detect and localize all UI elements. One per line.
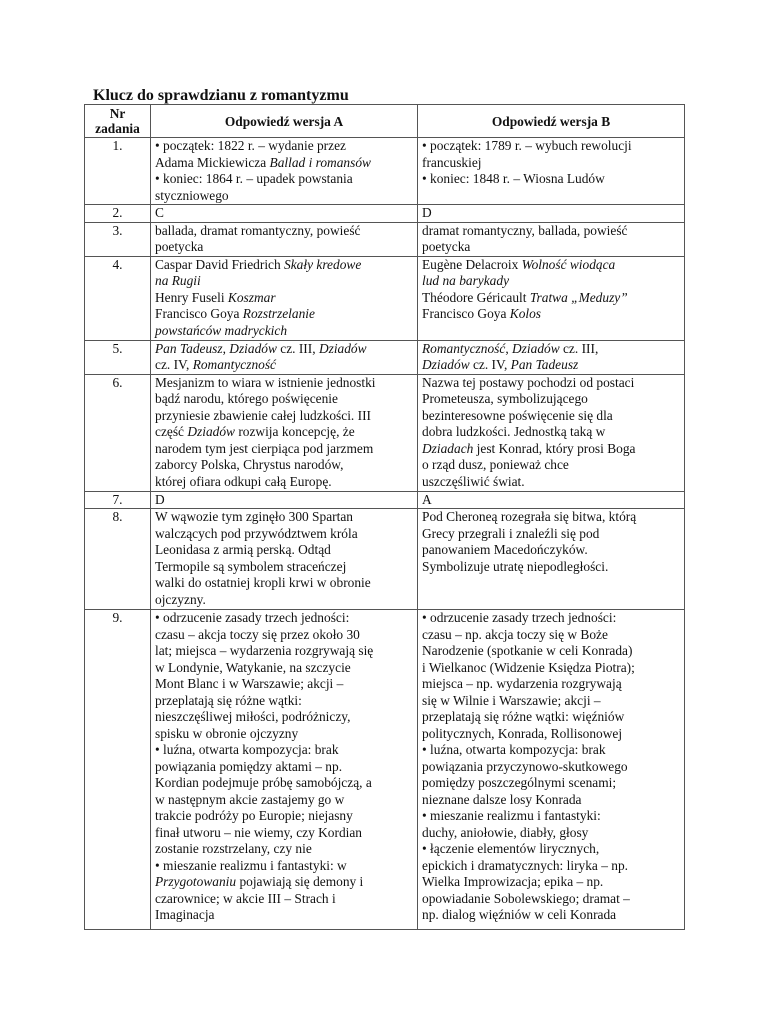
answer-text: cz. IV, <box>469 357 511 372</box>
answer-line <box>155 808 413 825</box>
italic-title-text: Koszmar <box>227 289 276 305</box>
answer-line <box>155 155 413 172</box>
answer-text: , <box>222 340 230 356</box>
answer-text: finał utworu – nie wiemy, czy Kordian <box>155 824 362 840</box>
answer-text: Narodzenie (spotkanie w celi Konrada) <box>422 643 633 658</box>
answer-version-b <box>418 222 685 256</box>
table-row <box>85 340 685 374</box>
answer-text: zostanie rozstrzelany, czy nie <box>155 841 312 856</box>
answer-line <box>422 627 680 644</box>
answer-version-a <box>151 205 418 223</box>
answer-line <box>155 660 413 677</box>
table-row <box>85 138 685 205</box>
answer-text: • luźna, otwarta kompozycja: brak <box>422 742 606 757</box>
answer-line <box>422 474 680 491</box>
answer-text: Mesjanizm to wiara w istnienie jednostki <box>155 374 376 390</box>
answer-line <box>155 610 413 627</box>
page-title: Klucz do sprawdzianu z romantyzmu <box>93 87 349 104</box>
answer-text: uszczęśliwić świat. <box>422 473 525 489</box>
answer-line <box>155 441 413 458</box>
answer-line <box>155 188 413 205</box>
answer-line <box>422 526 680 543</box>
answer-text: narodem tym jest cierpiąca pod jarzmem <box>155 440 374 456</box>
answer-line <box>422 542 680 559</box>
task-number: 4. <box>85 256 151 340</box>
answer-line <box>155 891 413 908</box>
answer-text: przeplatają się różne wątki: <box>155 692 302 708</box>
answer-text: francuskiej <box>422 154 482 170</box>
italic-title-text: Skały kredowe <box>284 256 362 272</box>
answer-version-b <box>418 138 685 205</box>
answer-version-b <box>418 205 685 223</box>
answer-text: w Londynie, Watykanie, na szczycie <box>155 659 351 675</box>
answer-text: • początek: 1789 r. – wybuch rewolucji <box>422 138 632 153</box>
italic-title-text: Ballad i romansów <box>269 154 371 170</box>
answer-version-a <box>151 491 418 509</box>
answer-text: D <box>422 205 432 220</box>
answer-line <box>155 825 413 842</box>
answer-line <box>422 391 680 408</box>
answer-line <box>155 306 413 323</box>
italic-title-text: Dziadach <box>422 440 474 456</box>
answer-line <box>422 257 680 274</box>
answer-line <box>155 205 413 222</box>
answer-text: rozwija koncepcję, że <box>234 424 355 439</box>
answer-line <box>422 205 680 222</box>
italic-title-text: Dziadów <box>318 340 367 356</box>
table-row <box>85 491 685 509</box>
header-nr: Nr zadania <box>85 105 151 138</box>
task-number: 5. <box>85 340 151 374</box>
answer-text: bezinteresowne poświęcenie się dla <box>422 407 613 423</box>
answer-key-table <box>84 104 685 930</box>
answer-line <box>155 171 413 188</box>
answer-text: część <box>155 424 188 439</box>
answer-text: Francisco Goya <box>422 306 510 321</box>
answer-line <box>155 257 413 274</box>
answer-text: Caspar David Friedrich <box>155 256 285 272</box>
answer-text: W wąwozie tym zginęło 300 Spartan <box>155 509 353 524</box>
answer-text: ojczyzny. <box>155 591 206 607</box>
answer-line <box>422 775 680 792</box>
answer-text: spisku w obronie ojczyzny <box>155 725 299 741</box>
answer-text: powiązania pomiędzy aktami – np. <box>155 758 343 774</box>
italic-title-text: Romantyczność <box>192 357 276 372</box>
answer-text: przyniesie zbawienie całej ludzkości. III <box>155 407 372 423</box>
table-row <box>85 374 685 491</box>
answer-line <box>422 357 680 374</box>
answer-line <box>422 408 680 425</box>
answer-line <box>155 223 413 240</box>
italic-title-text: Pan Tadeusz <box>510 357 579 372</box>
answer-line <box>422 874 680 891</box>
answer-text: której ofiara odkupi całą Europę. <box>155 473 332 489</box>
italic-title-text: Tratwa „Meduzy” <box>529 289 628 305</box>
answer-text: Adama Mickiewicza <box>155 154 270 170</box>
answer-text: Symbolizuje utratę niepodległości. <box>422 558 609 574</box>
task-number: 3. <box>85 222 151 256</box>
answer-text: czarownice; w akcie III – Strach i <box>155 890 336 906</box>
answer-text: • łączenie elementów lirycznych, <box>422 841 600 856</box>
answer-line <box>422 290 680 307</box>
answer-line <box>155 357 413 374</box>
answer-line <box>422 171 680 188</box>
answer-text: cz. IV, <box>155 357 193 372</box>
italic-title-text: Dziadów <box>187 424 235 439</box>
answer-line <box>155 509 413 526</box>
italic-title-text: Romantyczność <box>422 340 506 356</box>
answer-line <box>422 492 680 509</box>
answer-text: nieznane dalsze losy Konrada <box>422 791 582 807</box>
answer-line <box>155 792 413 809</box>
italic-title-text: na Rugii <box>155 273 201 288</box>
answer-version-a <box>151 222 418 256</box>
answer-text: • koniec: 1848 r. – Wiosna Ludów <box>422 171 605 186</box>
answer-text: poetycka <box>422 239 471 254</box>
answer-text: • mieszanie realizmu i fantastyki: <box>422 808 601 823</box>
answer-line <box>155 907 413 924</box>
answer-line <box>155 492 413 509</box>
italic-title-text: Przygotowaniu <box>155 874 237 889</box>
answer-line <box>155 341 413 358</box>
answer-text: czasu – np. akcja toczy się w Boże <box>422 626 608 642</box>
answer-version-a <box>151 138 418 205</box>
task-number: 9. <box>85 610 151 930</box>
answer-text: A <box>422 491 432 507</box>
answer-version-b <box>418 256 685 340</box>
answer-line <box>155 759 413 776</box>
task-number: 7. <box>85 491 151 509</box>
answer-version-b <box>418 374 685 491</box>
answer-version-a <box>151 374 418 491</box>
answer-text: Pod Cheroneą rozegrała się bitwa, którą <box>422 509 637 524</box>
answer-text: • odrzucenie zasady trzech jedności: <box>422 610 617 625</box>
italic-title-text: Dziadów <box>422 357 470 372</box>
answer-line <box>422 808 680 825</box>
answer-line <box>155 474 413 491</box>
answer-line <box>155 526 413 543</box>
answer-line <box>155 643 413 660</box>
answer-text: Prometeusza, symbolizującego <box>422 391 588 406</box>
answer-line <box>422 693 680 710</box>
answer-text: Henry Fuseli <box>155 289 228 305</box>
answer-line <box>155 775 413 792</box>
table-row <box>85 509 685 610</box>
answer-text: powiązania przyczynowo-skutkowego <box>422 758 628 774</box>
answer-line <box>422 457 680 474</box>
answer-line <box>155 709 413 726</box>
answer-line <box>155 239 413 256</box>
answer-text: dobra ludzkości. Jednostką taką w <box>422 424 606 439</box>
answer-line <box>155 575 413 592</box>
answer-text: cz. III, <box>559 340 599 356</box>
answer-line <box>422 375 680 392</box>
answer-line <box>422 742 680 759</box>
answer-text: i Wielkanoc (Widzenie Księdza Piotra); <box>422 659 635 675</box>
answer-line <box>155 138 413 155</box>
answer-version-a <box>151 256 418 340</box>
answer-text: opowiadanie Sobolewskiego; dramat – <box>422 890 630 906</box>
answer-text: bądź narodu, którego poświęcenie <box>155 391 338 406</box>
answer-line <box>155 742 413 759</box>
answer-text: zaborcy Polska, Chrystus narodów, <box>155 457 344 472</box>
answer-line <box>422 643 680 660</box>
italic-title-text: Rozstrzelanie <box>242 306 315 321</box>
answer-text: nieszczęśliwej miłości, podróżniczy, <box>155 709 351 724</box>
answer-text: , <box>505 340 513 356</box>
answer-line <box>155 408 413 425</box>
answer-text: pojawiają się demony i <box>236 874 364 889</box>
answer-text: • mieszanie realizmu i fantastyki: w <box>155 857 347 873</box>
answer-line <box>422 441 680 458</box>
answer-line <box>422 239 680 256</box>
answer-line <box>422 907 680 924</box>
answer-version-a <box>151 610 418 930</box>
answer-text: politycznych, Konrada, Rollisonowej <box>422 725 623 741</box>
answer-line <box>155 858 413 875</box>
table-header-row <box>85 105 685 138</box>
answer-line <box>155 693 413 710</box>
italic-title-text: powstańców madryckich <box>155 322 288 338</box>
answer-line <box>422 155 680 172</box>
answer-text: panowaniem Macedończyków. <box>422 542 588 557</box>
answer-line <box>422 841 680 858</box>
task-number: 1. <box>85 138 151 205</box>
answer-text: Théodore Géricault <box>422 289 530 305</box>
answer-line <box>422 759 680 776</box>
answer-line <box>422 138 680 155</box>
italic-title-text: Pan Tadeusz <box>155 340 223 356</box>
table-row <box>85 256 685 340</box>
answer-text: np. dialog więźniów w celi Konrada <box>422 907 617 922</box>
task-number: 6. <box>85 374 151 491</box>
answer-line <box>422 792 680 809</box>
answer-text: Eugène Delacroix <box>422 256 522 272</box>
answer-text: przeplatają się różne wątki: więźniów <box>422 709 625 724</box>
answer-line <box>422 306 680 323</box>
answer-text: Termopile są symbolem straceńczej <box>155 558 347 574</box>
answer-version-b <box>418 509 685 610</box>
answer-line <box>155 290 413 307</box>
answer-text: trakcie podróży po Europie; niejasny <box>155 808 353 823</box>
answer-text: poetycka <box>155 239 204 254</box>
answer-line <box>422 273 680 290</box>
answer-line <box>422 660 680 677</box>
answer-text: walczących pod przywództwem króla <box>155 525 358 541</box>
answer-text: Imaginacja <box>155 907 215 922</box>
answer-text: walki do ostatniej kropli krwi w obronie <box>155 575 371 590</box>
answer-line <box>155 841 413 858</box>
answer-text: Wielka Improwizacja; epika – np. <box>422 874 604 889</box>
answer-line <box>422 726 680 743</box>
answer-text: • koniec: 1864 r. – upadek powstania <box>155 171 353 186</box>
header-version-b: Odpowiedź wersja B <box>418 105 685 138</box>
answer-line <box>422 891 680 908</box>
answer-text: Kordian podejmuje próbę samobójczą, a <box>155 775 372 790</box>
answer-text: • luźna, otwarta kompozycja: brak <box>155 742 339 757</box>
answer-text: Nazwa tej postawy pochodzi od postaci <box>422 374 635 390</box>
answer-text: pomiędzy poszczególnymi scenami; <box>422 775 617 790</box>
answer-line <box>422 559 680 576</box>
answer-line <box>422 858 680 875</box>
italic-title-text: lud na barykady <box>422 273 510 288</box>
answer-line <box>422 825 680 842</box>
answer-version-a <box>151 340 418 374</box>
answer-line <box>422 709 680 726</box>
italic-title-text: Dziadów <box>512 340 560 356</box>
task-number: 8. <box>85 509 151 610</box>
answer-line <box>155 323 413 340</box>
answer-line <box>155 375 413 392</box>
answer-text: styczniowego <box>155 187 229 203</box>
italic-title-text: Wolność wiodąca <box>521 256 616 272</box>
answer-text: epickich i dramatycznych: liryka – np. <box>422 857 628 873</box>
answer-text: duchy, aniołowie, diabły, głosy <box>422 824 589 840</box>
answer-text: cz. III, <box>276 340 319 356</box>
answer-line <box>155 592 413 609</box>
answer-line <box>422 223 680 240</box>
answer-line <box>155 726 413 743</box>
answer-line <box>422 610 680 627</box>
task-number: 2. <box>85 205 151 223</box>
answer-text: • początek: 1822 r. – wydanie przez <box>155 138 346 153</box>
answer-line <box>422 341 680 358</box>
answer-text: dramat romantyczny, ballada, powieść <box>422 222 628 238</box>
answer-text: w następnym akcie zastajemy go w <box>155 791 345 807</box>
answer-text: jest Konrad, który prosi Boga <box>473 440 636 456</box>
table-row <box>85 205 685 223</box>
answer-text: D <box>155 491 165 507</box>
answer-line <box>422 676 680 693</box>
answer-text: o rząd dusz, ponieważ chce <box>422 457 569 472</box>
answer-text: miejsca – np. wydarzenia rozgrywają <box>422 676 622 691</box>
answer-line <box>155 424 413 441</box>
answer-text: Grecy przegrali i znaleźli się pod <box>422 525 600 541</box>
answer-version-b <box>418 340 685 374</box>
answer-text: Francisco Goya <box>155 306 243 321</box>
answer-line <box>155 273 413 290</box>
answer-line <box>422 509 680 526</box>
answer-version-b <box>418 491 685 509</box>
answer-text: • odrzucenie zasady trzech jedności: <box>155 610 350 625</box>
answer-line <box>422 424 680 441</box>
header-version-a: Odpowiedź wersja A <box>151 105 418 138</box>
answer-text: lat; miejsca – wydarzenia rozgrywają się <box>155 643 374 658</box>
answer-line <box>155 391 413 408</box>
answer-text: ballada, dramat romantyczny, powieść <box>155 222 361 238</box>
answer-line <box>155 676 413 693</box>
answer-text: czasu – akcja toczy się przez około 30 <box>155 626 360 642</box>
table-row <box>85 222 685 256</box>
answer-text: C <box>155 205 164 220</box>
answer-line <box>155 874 413 891</box>
answer-text: się w Wilnie i Warszawie; akcji – <box>422 692 601 708</box>
italic-title-text: Kolos <box>509 306 542 321</box>
answer-line <box>155 457 413 474</box>
answer-line <box>155 542 413 559</box>
table-row <box>85 610 685 930</box>
answer-line <box>155 627 413 644</box>
answer-version-a <box>151 509 418 610</box>
answer-text: Leonidasa z armią perską. Odtąd <box>155 542 331 557</box>
answer-line <box>155 559 413 576</box>
answer-text: Mont Blanc i w Warszawie; akcji – <box>155 676 344 691</box>
answer-version-b <box>418 610 685 930</box>
italic-title-text: Dziadów <box>229 340 277 356</box>
